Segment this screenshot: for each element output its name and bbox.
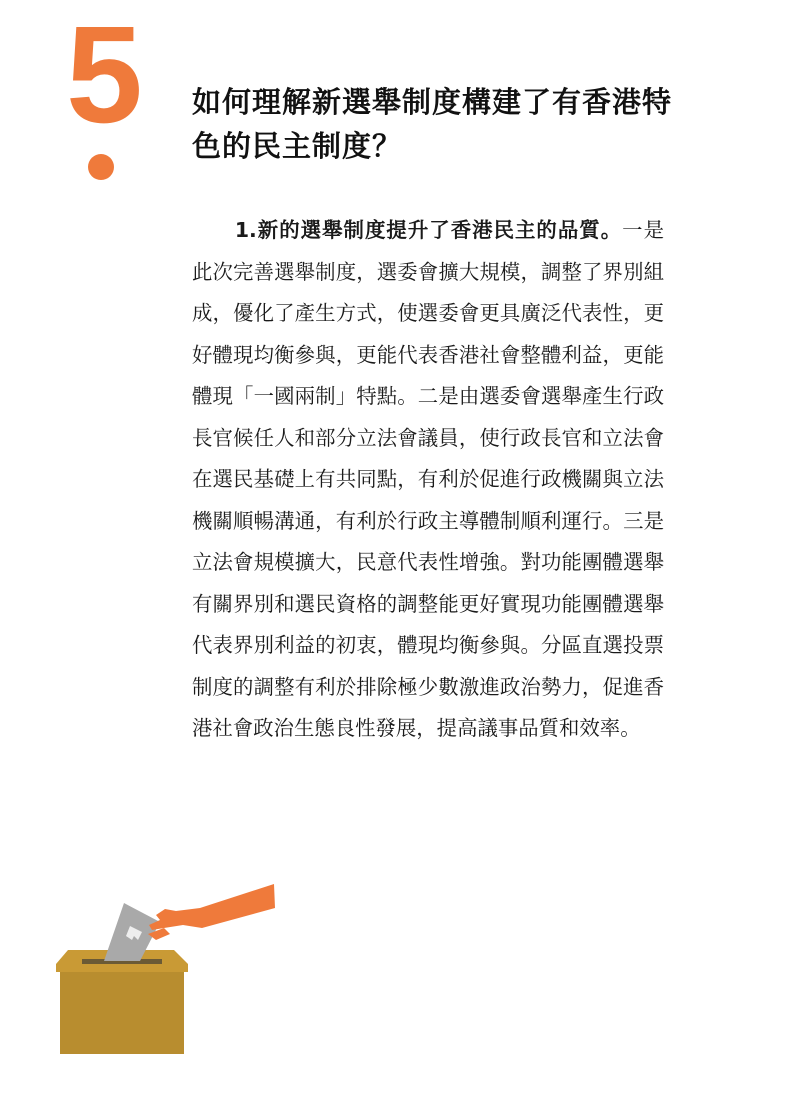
page-heading: 如何理解新選舉制度構建了有香港特色的民主制度？ <box>192 85 673 163</box>
body-paragraph <box>192 210 664 750</box>
section-number: 5 <box>66 0 143 152</box>
paragraph-text: 一是此次完善選舉制度，選委會擴大規模，調整了界別組成，優化了產生方式，使選委會更具廣泛代表性，更好體現均衡參與，更能代表香港社會整體利益，更能體現「一國兩制」特點。二是由選委會選舉產生行政長官候任人和部分立法會議員，使行政長官和立法會在選民基礎上有共同點，有利於促進行政機關與立法機關順暢溝通，有利於行政主導體制順利運行。三是立法會規模擴大，民意代表性增強。對功能團體選舉有關界別和選民資格的調整能更好實現功能團體選舉代表界別利益的初衷，體現均衡參與。分區直選投票制度的調整有利於排除極少數激進政治勢力，促進香港社會政治生態良性發展，提高議事品質和效率。 <box>192 218 664 740</box>
lead-sentence: 1.新的選舉制度提升了香港民主的品質。 <box>234 218 623 242</box>
section-dot <box>88 154 114 180</box>
hand-arm <box>149 884 275 930</box>
ballot-box-body <box>60 972 184 1054</box>
ballot-box-hand-icon <box>52 878 282 1060</box>
